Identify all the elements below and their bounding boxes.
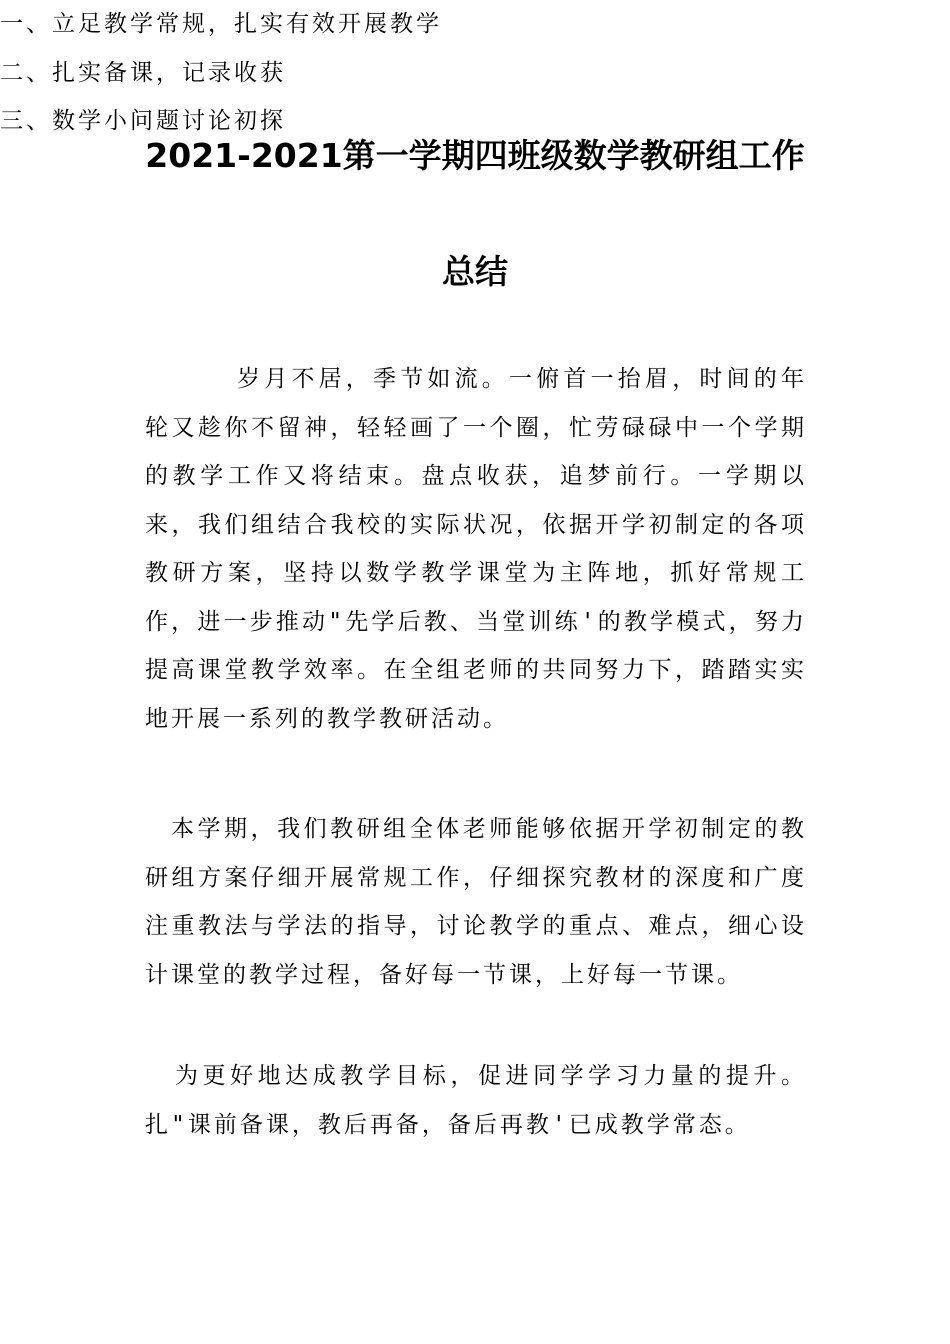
section-paragraph-1: 本学期，我们教研组全体老师能够依据开学初制定的教研组方案仔细开展常规工作，仔细探究教材的深度和广度注重教法与学法的指导，讨论教学的重点、难点，细心设计课堂的教学过程，备好每一节课，上好每一节课。 xyxy=(145,816,807,988)
section-heading-1: 一、立足教学常规，扎实有效开展教学 xyxy=(0,11,442,37)
document-title-line-2: 总结 xyxy=(442,252,508,291)
section-paragraph-2: 为更好地达成教学目标，促进同学学习力量的提升。扎"课前备课，教后再备，备后再教'已成教学常态。 xyxy=(145,1063,807,1138)
section-heading-3: 三、数学小问题讨论初探 xyxy=(0,108,286,134)
document-title-line-1: 2021-2021第一学期四班级数学教研组工作 xyxy=(145,136,805,175)
section-heading-2: 二、扎实备课，记录收获 xyxy=(0,59,286,86)
intro-paragraph: 岁月不居，季节如流。一俯首一抬眉，时间的年轮又趁你不留神，轻轻画了一个圈，忙劳碌碌中一个学期的教学工作又将结束。盘点收获，追梦前行。一学期以来，我们组结合我校的实际状况，依据开学初制定的各项教研方案，坚持以数学教学课堂为主阵地，抓好常规工作，进一步推动"先学后教、当堂训练'的教学模式，努力提高课堂教学效率。在全组老师的共同努力下，踏踏实实地开展一系列的教学教研活动。 xyxy=(145,366,807,732)
